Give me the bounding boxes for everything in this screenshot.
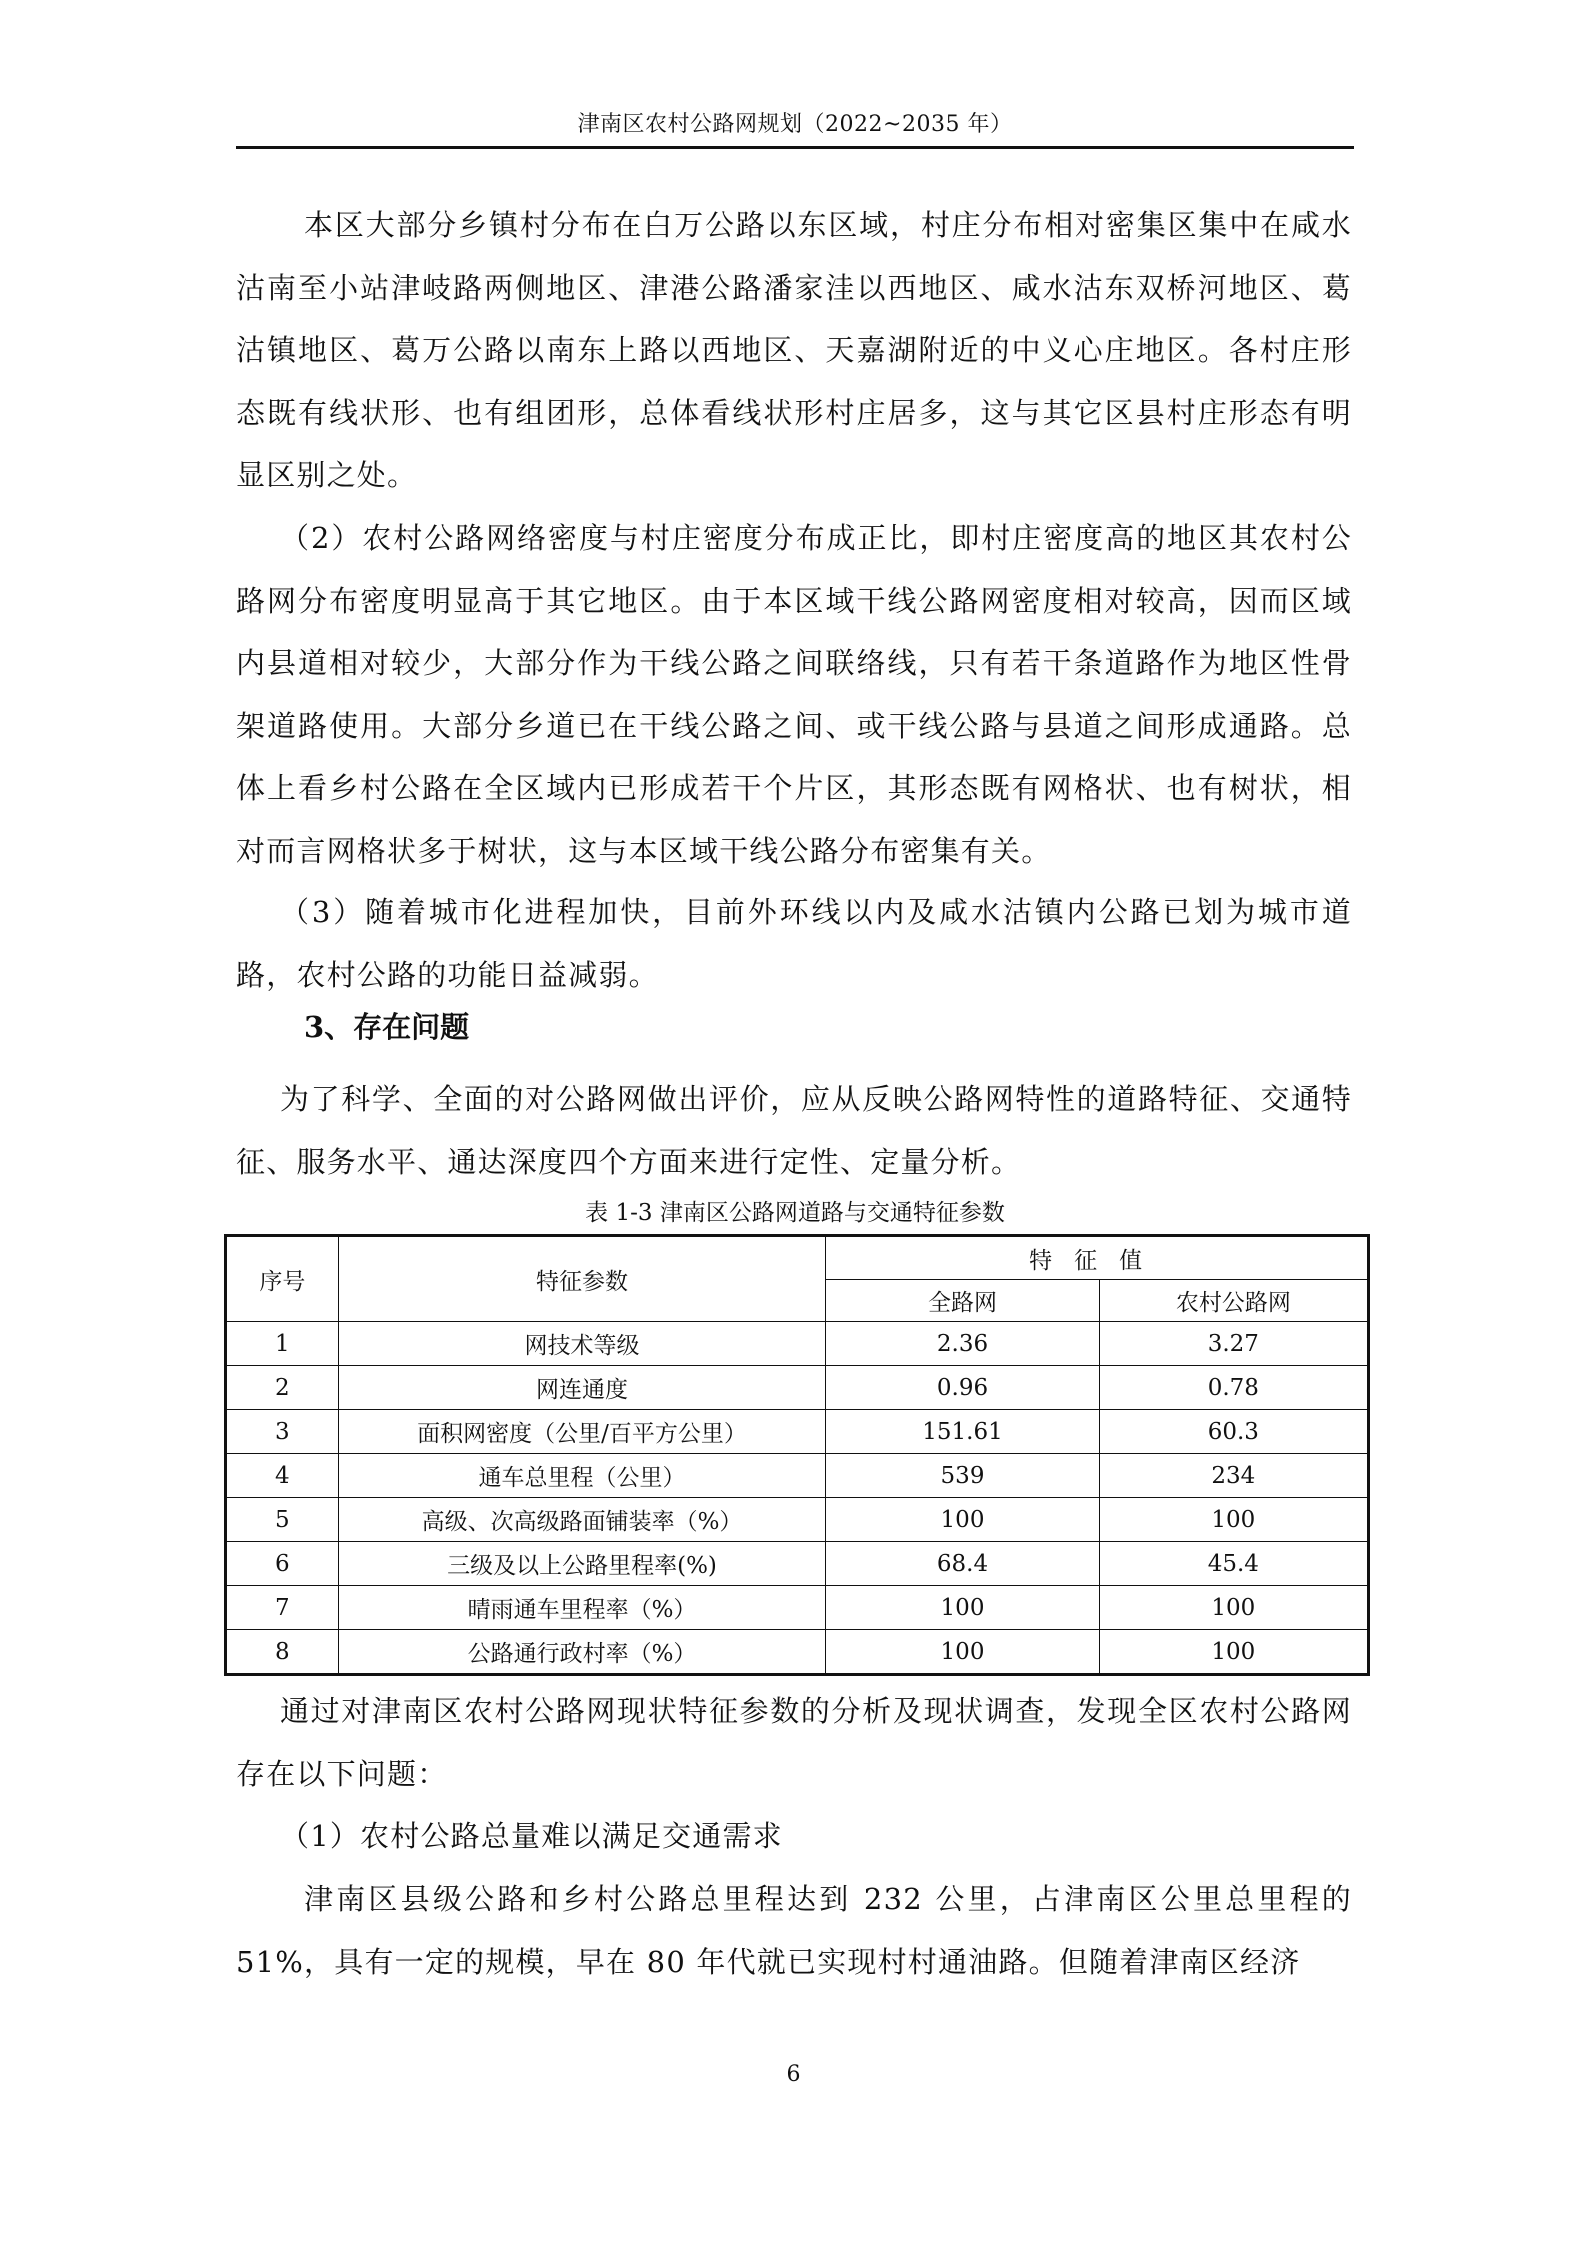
table-caption: 表 1-3 津南区公路网道路与交通特征参数 bbox=[585, 1200, 1005, 1226]
cell-param: 网连通度 bbox=[338, 1366, 826, 1410]
cell-full: 100 bbox=[826, 1586, 1099, 1630]
feature-parameter-table bbox=[224, 1234, 1370, 1676]
paragraph-urbanization: （3）随着城市化进程加快，目前外环线以内及咸水沽镇内公路已划为城市道路，农村公路的功能日益减弱。 bbox=[236, 895, 1352, 992]
header-param: 特征参数 bbox=[338, 1236, 826, 1322]
cell-full: 68.4 bbox=[826, 1542, 1099, 1586]
paragraph-density-ratio: （2）农村公路网络密度与村庄密度分布成正比，即村庄密度高的地区其农村公路网分布密度明显高于其它地区。由于本区域干线公路网密度相对较高，因而区域内县道相对较少，大部分作为干线公路之间联络线，只有若干条道路作为地区性骨架道路使用。大部分乡道已在干线公路之间、或干线公路与县道之间形成通路。总体上看乡村公路在全区域内已形成若干个片区，其形态既有网格状、也有树状，相对而言网格状多于树状，这与本区域干线公路分布密集有关。 bbox=[236, 521, 1352, 868]
table-row bbox=[226, 1366, 1369, 1410]
cell-param: 面积网密度（公里/百平方公里） bbox=[338, 1410, 826, 1454]
cell-seq: 8 bbox=[226, 1630, 339, 1675]
table-row bbox=[226, 1410, 1369, 1454]
cell-full: 2.36 bbox=[826, 1322, 1099, 1366]
cell-seq: 3 bbox=[226, 1410, 339, 1454]
table-row bbox=[226, 1498, 1369, 1542]
cell-seq: 2 bbox=[226, 1366, 339, 1410]
cell-seq: 1 bbox=[226, 1322, 339, 1366]
cell-param: 公路通行政村率（%） bbox=[338, 1630, 826, 1675]
cell-rural: 45.4 bbox=[1099, 1542, 1368, 1586]
cell-full: 100 bbox=[826, 1498, 1099, 1542]
cell-rural: 100 bbox=[1099, 1630, 1368, 1675]
table-row bbox=[226, 1322, 1369, 1366]
page-number: 6 bbox=[786, 2062, 801, 2087]
cell-full: 539 bbox=[826, 1454, 1099, 1498]
cell-param: 高级、次高级路面铺装率（%） bbox=[338, 1498, 826, 1542]
cell-param: 晴雨通车里程率（%） bbox=[338, 1586, 826, 1630]
cell-full: 100 bbox=[826, 1630, 1099, 1675]
header-feature-value: 特征值 bbox=[826, 1236, 1369, 1280]
cell-rural: 100 bbox=[1099, 1586, 1368, 1630]
paragraph-evaluation-intro: 为了科学、全面的对公路网做出评价，应从反映公路网特性的道路特征、交通特征、服务水平、通达深度四个方面来进行定性、定量分析。 bbox=[236, 1082, 1352, 1179]
header-seq: 序号 bbox=[226, 1236, 339, 1322]
cell-param: 三级及以上公路里程率(%) bbox=[338, 1542, 826, 1586]
cell-rural: 60.3 bbox=[1099, 1410, 1368, 1454]
cell-rural: 0.78 bbox=[1099, 1366, 1368, 1410]
paragraph-village-distribution: 本区大部分乡镇村分布在白万公路以东区域，村庄分布相对密集区集中在咸水沽南至小站津岐路两侧地区、津港公路潘家洼以西地区、咸水沽东双桥河地区、葛沽镇地区、葛万公路以南东上路以西地区、天嘉湖附近的中义心庄地区。各村庄形态既有线状形、也有组团形，总体看线状形村庄居多，这与其它区县村庄形态有明显区别之处。 bbox=[236, 208, 1352, 492]
cell-seq: 4 bbox=[226, 1454, 339, 1498]
cell-full: 151.61 bbox=[826, 1410, 1099, 1454]
cell-rural: 3.27 bbox=[1099, 1322, 1368, 1366]
header-full-network: 全路网 bbox=[826, 1280, 1099, 1322]
cell-seq: 7 bbox=[226, 1586, 339, 1630]
header-rural-network: 农村公路网 bbox=[1099, 1280, 1368, 1322]
paragraph-problem-1-title: （1）农村公路总量难以满足交通需求 bbox=[280, 1819, 783, 1853]
cell-param: 网技术等级 bbox=[338, 1322, 826, 1366]
table-row bbox=[226, 1586, 1369, 1630]
table-row bbox=[226, 1542, 1369, 1586]
cell-seq: 5 bbox=[226, 1498, 339, 1542]
cell-rural: 100 bbox=[1099, 1498, 1368, 1542]
cell-rural: 234 bbox=[1099, 1454, 1368, 1498]
table-row bbox=[226, 1630, 1369, 1675]
cell-param: 通车总里程（公里） bbox=[338, 1454, 826, 1498]
cell-full: 0.96 bbox=[826, 1366, 1099, 1410]
paragraph-problem-1-body: 津南区县级公路和乡村公路总里程达到 232 公里，占津南区公里总里程的 51%，具有一定的规模，早在 80 年代就已实现村村通油路。但随着津南区经济 bbox=[236, 1882, 1352, 1979]
section-heading: 3、存在问题 bbox=[304, 1010, 470, 1044]
cell-seq: 6 bbox=[226, 1542, 339, 1586]
table-row bbox=[226, 1454, 1369, 1498]
running-header: 津南区农村公路网规划（2022~2035 年） bbox=[577, 112, 1013, 137]
header-rule bbox=[236, 146, 1354, 149]
paragraph-problems-intro: 通过对津南区农村公路网现状特征参数的分析及现状调查，发现全区农村公路网存在以下问题： bbox=[236, 1694, 1352, 1791]
